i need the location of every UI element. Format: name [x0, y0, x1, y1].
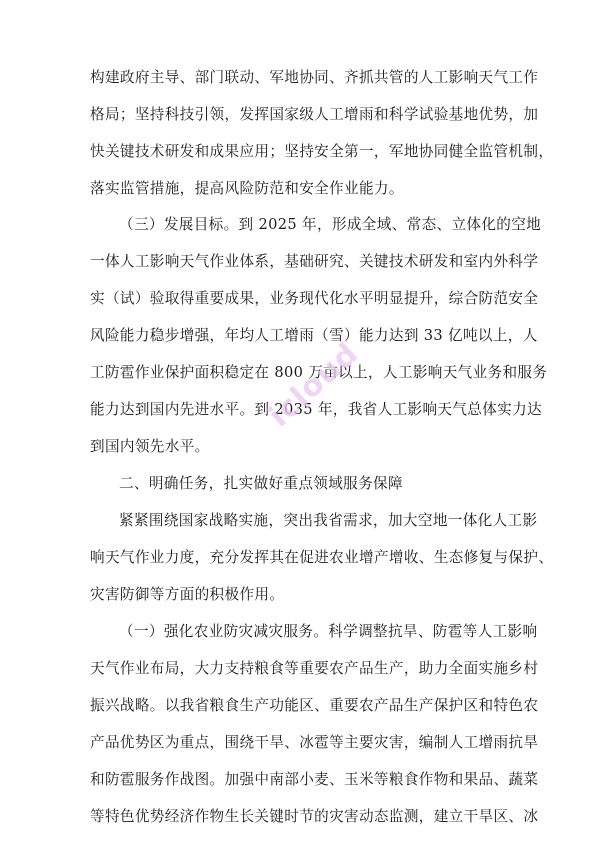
text-line: 工防雹作业保护面积稳定在 800 万亩以上，人工影响天气业务和服务: [90, 364, 548, 381]
text-line: 格局；坚持科技引领，发挥国家级人工增雨和科学试验基地优势，加: [90, 106, 539, 123]
text-line: 能力达到国内先进水平。到 2035 年，我省人工影响天气总体实力达: [90, 401, 543, 418]
paragraph-start-line: （三）发展目标。到 2025 年，形成全域、常态、立体化的空地: [119, 216, 542, 233]
text-line: 一体人工影响天气作业体系，基础研究、关键技术研发和室内外科学: [90, 253, 539, 270]
watermark-logo: icloud: [262, 335, 366, 435]
text-line: 到国内领先水平。: [90, 438, 210, 455]
text-line: 响天气作业力度，充分发挥其在促进农业增产增收、生态修复与保护、: [90, 549, 554, 566]
text-line: 灾害防御等方面的积极作用。: [90, 586, 285, 603]
text-line: 和防雹服务作战图。加强中南部小麦、玉米等粮食作物和果品、蔬菜: [90, 771, 539, 788]
text-line: 等特色优势经济作物生长关键时节的灾害动态监测，建立干旱区、冰: [90, 808, 539, 825]
text-line: 快关键技术研发和成果应用；坚持安全第一，军地协同健全监管机制，: [90, 143, 554, 160]
text-line: 实（试）验取得重要成果，业务现代化水平明显提升，综合防范安全: [90, 290, 539, 307]
paragraph-start-line: 紧紧围绕国家战略实施，突出我省需求，加大空地一体化人工影: [119, 512, 538, 529]
text-line: 落实监管措施，提高风险防范和安全作业能力。: [90, 180, 404, 197]
text-line: 产品优势区为重点，围绕干旱、冰雹等主要灾害，编制人工增雨抗旱: [90, 734, 539, 751]
text-line: 构建政府主导、部门联动、军地协同、齐抓共管的人工影响天气工作: [90, 69, 539, 86]
text-line: 天气作业布局，大力支持粮食等重要农产品生产，助力全面实施乡村: [90, 660, 539, 677]
text-line: 振兴战略。以我省粮食生产功能区、重要农产品生产保护区和特色农: [90, 697, 539, 714]
text-line: 风险能力稳步增强，年均人工增雨（雪）能力达到 33 亿吨以上，人: [90, 327, 538, 344]
paragraph-start-line: （一）强化农业防灾减灾服务。科学调整抗旱、防雹等人工影响: [119, 623, 538, 640]
section-heading: 二、明确任务，扎实做好重点领域服务保障: [119, 475, 403, 492]
